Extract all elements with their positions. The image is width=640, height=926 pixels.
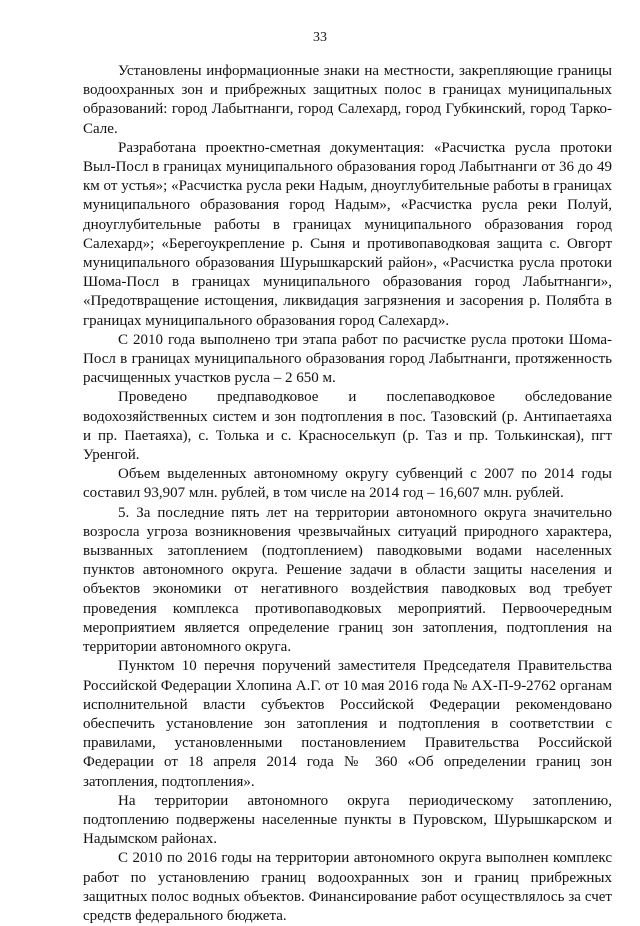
paragraph-government-order: Пунктом 10 перечня поручений заместителя Председателя Правительства Российской Федерации Хлопина А.Г. от 10 мая 2016 года № АХ-П-9-2762 органам исполнительной власти субъектов Российской Федерации рекомендовано обеспечить установление зон затопления и подтопления в соответствии с правилами, установленными постановлением Правительства Российской Федерации от 18 апреля 2014 года № 360 «Об определении границ зон затопления, подтопления».: [83, 658, 612, 790]
paragraph-design-documentation: Разработана проектно-сметная документация: «Расчистка русла протоки Выл-Посл в границах муниципального образования город Лабытнанги от 36 до 49 км от устья»; «Расчистка русла реки Надым, дноуглубительные работы в границах муниципального образования город Надым», «Расчистка русла реки Полуй, дноуглубительные работы в границах муниципального образования город Салехард»; «Берегоукрепление р. Сыня и противопаводковая защита с. Овгорт муниципального образования Шурышкарский район», «Расчистка русла протоки Шома-Посл в границах муниципального образования город Лабытнанги», «Предотвращение истощения, ликвидация загрязнения и засорения р. Полябта в границах муниципального образования город Салехард».: [83, 139, 612, 329]
paragraph-flood-threat: 5. За последние пять лет на территории автономного округа значительно возросла угроза возникновения чрезвычайных ситуаций природного характера, вызванных затоплением (подтоплением) паводковыми водами населенных пунктов автономного округа. Решение задачи в области защиты населения и объектов экономики от негативного воздействия паводковых вод требует проведения комплекса противопаводковых мероприятий. Первоочередным мероприятием является определение границ зон затопления, подтопления на территории автономного округа.: [83, 504, 612, 656]
paragraph-boundary-works: С 2010 по 2016 годы на территории автономного округа выполнен комплекс работ по установлению границ водоохранных зон и границ прибрежных защитных полос водных объектов. Финансирование работ осуществлялось за счет средств федерального бюджета.: [83, 850, 612, 924]
paragraph-channel-clearing: С 2010 года выполнено три этапа работ по расчистке русла протоки Шома-Посл в границах муниципального образования город Лабытнанги, протяженность расчищенных участков русла – 2 650 м.: [83, 331, 612, 387]
paragraph-flooded-settlements: На территории автономного округа периодическому затоплению, подтоплению подвержены населенные пункты в Пуровском, Шурышкарском и Надымском районах.: [83, 792, 612, 848]
body-text: [83, 62, 612, 926]
paragraph-flood-inspection: Проведено предпаводковое и послепаводковое обследование водохозяйственных систем и зон подтопления в пос. Тазовский (р. Антипаетаяха и пр. Паетаяха), с. Толька и с. Красноселькуп (р. Таз и пр. Толькинская), пгт Уренгой.: [83, 389, 612, 464]
paragraph-info-signs: Установлены информационные знаки на местности, закрепляющие границы водоохранных зон и прибрежных защитных полос в границах муниципальных образований: город Лабытнанги, город Салехард, город Губкинский, город Тарко-Сале.: [83, 63, 612, 137]
page-number: 33: [313, 30, 327, 45]
paragraph-subventions: Объем выделенных автономному округу субвенций с 2007 по 2014 годы составил 93,907 млн. рублей, в том числе на 2014 год – 16,607 млн. рублей.: [83, 466, 612, 502]
